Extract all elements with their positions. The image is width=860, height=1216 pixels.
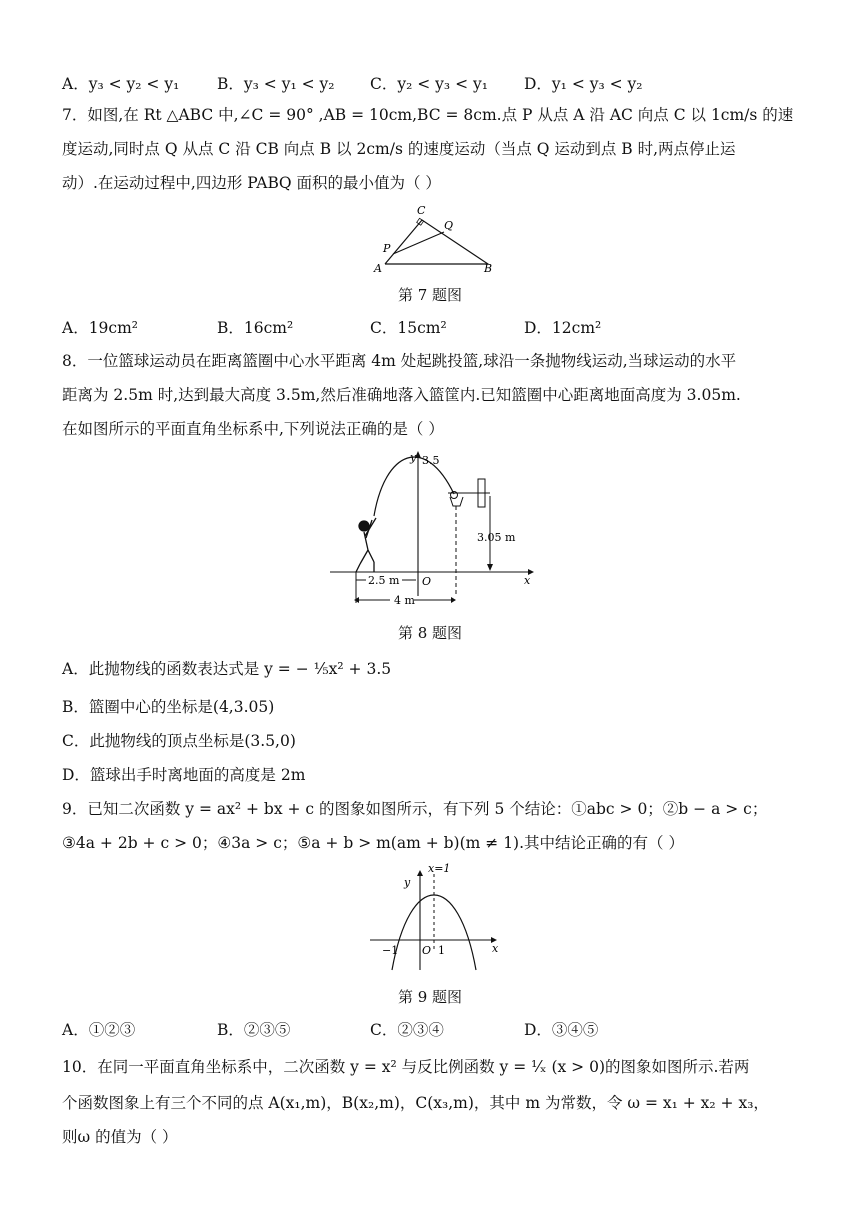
q8-label-height: 3.05 m	[477, 531, 516, 544]
q7-text-line-3: 动）.在运动过程中,四边形 PABQ 面积的最小值为（ ）	[62, 174, 441, 192]
q7-options	[62, 316, 822, 340]
q10-text-line-2: 个函数图象上有三个不同的点 A(x₁,m)，B(x₂,m)，C(x₃,m)，其中 m 为常数，令 ω = x₁ + x₂ + x₃，	[62, 1094, 769, 1112]
q9-option-b[interactable]: B．②③⑤	[217, 1021, 291, 1039]
q10-text-line-1: 10．在同一平面直角坐标系中，二次函数 y = x² 与反比例函数 y = ¹⁄ₓ (x > 0)的图象如图所示.若两	[62, 1058, 750, 1076]
q8-label-x: x	[524, 574, 531, 587]
q6-option-d[interactable]: D．y₁ < y₃ < y₂	[524, 75, 643, 93]
q8-label-origin: O	[422, 575, 432, 588]
q7-option-d[interactable]: D．12cm²	[524, 319, 602, 337]
q7-label-c: C	[417, 204, 426, 217]
q7-text-line-2: 度运动,同时点 Q 从点 C 沿 CB 向点 B 以 2cm/s 的速度运动（当点 Q 运动到点 B 时,两点停止运	[62, 140, 736, 158]
q8-label-dist1: 2.5 m	[368, 574, 400, 587]
q9-parabola-figure	[366, 860, 506, 972]
q9-text-line-1: 9．已知二次函数 y = ax² + bx + c 的图象如图所示，有下列 5 个结论：①abc > 0；②b − a > c；	[62, 800, 768, 818]
q7-label-p: P	[383, 242, 391, 255]
basketball-player-icon	[356, 518, 376, 572]
q7-figure-caption: 第 7 题图	[397, 286, 463, 304]
q7-triangle-figure	[368, 200, 508, 276]
q7-option-a[interactable]: A．19cm²	[62, 319, 139, 337]
q9-options	[62, 1018, 822, 1042]
q9-label-origin: O	[422, 944, 432, 957]
q8-label-top: 3.5	[422, 454, 440, 467]
q6-option-b[interactable]: B．y₃ < y₁ < y₂	[217, 75, 335, 93]
q8-label-y: y	[410, 451, 417, 464]
q6-option-c[interactable]: C．y₂ < y₃ < y₁	[370, 75, 488, 93]
q8-text-line-2: 距离为 2.5m 时,达到最大高度 3.5m,然后准确地落入篮筐内.已知篮圈中心距离地面高度为 3.05m.	[62, 386, 741, 404]
q7-text-line-1: 7．如图,在 Rt △ABC 中,∠C = 90° ,AB = 10cm,BC = 8cm.点 P 从点 A 沿 AC 向点 C 以 1cm/s 的速	[62, 106, 794, 124]
q8-choice-c[interactable]: C．此抛物线的顶点坐标是(3.5,0)	[62, 732, 296, 750]
q9-label-one: 1	[438, 944, 445, 957]
q8-choice-d[interactable]: D．篮球出手时离地面的高度是 2m	[62, 766, 306, 784]
q6-options	[62, 72, 822, 96]
q9-option-c[interactable]: C．②③④	[370, 1021, 444, 1039]
q7-label-q: Q	[444, 219, 454, 232]
q8-basketball-figure	[330, 446, 540, 612]
q7-label-a: A	[374, 262, 382, 275]
q9-text-line-2: ③4a + 2b + c > 0；④3a > c；⑤a + b > m(am + b)(m ≠ 1).其中结论正确的有（ ）	[62, 834, 684, 852]
q7-option-c[interactable]: C．15cm²	[370, 319, 447, 337]
q9-option-d[interactable]: D．③④⑤	[524, 1021, 599, 1039]
q9-option-a[interactable]: A．①②③	[62, 1021, 136, 1039]
q8-choice-a[interactable]: A．此抛物线的函数表达式是 y = − ⅕x² + 3.5	[62, 660, 392, 678]
q9-label-x: x	[492, 942, 499, 955]
q10-text-line-3: 则ω 的值为（ ）	[62, 1128, 178, 1146]
q8-figure-caption: 第 8 题图	[397, 624, 463, 642]
q7-label-b: B	[484, 262, 493, 275]
q9-label-minus1: −1	[382, 944, 399, 957]
q8-text-line-1: 8．一位篮球运动员在距离篮圈中心水平距离 4m 处起跳投篮,球沿一条抛物线运动,当球运动的水平	[62, 352, 737, 370]
q9-figure-caption: 第 9 题图	[397, 988, 463, 1006]
q7-option-b[interactable]: B．16cm²	[217, 319, 294, 337]
q8-label-dist2: 4 m	[394, 594, 415, 607]
q6-option-a[interactable]: A．y₃ < y₂ < y₁	[62, 75, 180, 93]
q9-label-axis: x=1	[428, 862, 451, 875]
q8-text-line-3: 在如图所示的平面直角坐标系中,下列说法正确的是（ ）	[62, 420, 444, 438]
q9-label-y: y	[404, 876, 411, 889]
q8-choice-b[interactable]: B．篮圈中心的坐标是(4,3.05)	[62, 698, 275, 716]
